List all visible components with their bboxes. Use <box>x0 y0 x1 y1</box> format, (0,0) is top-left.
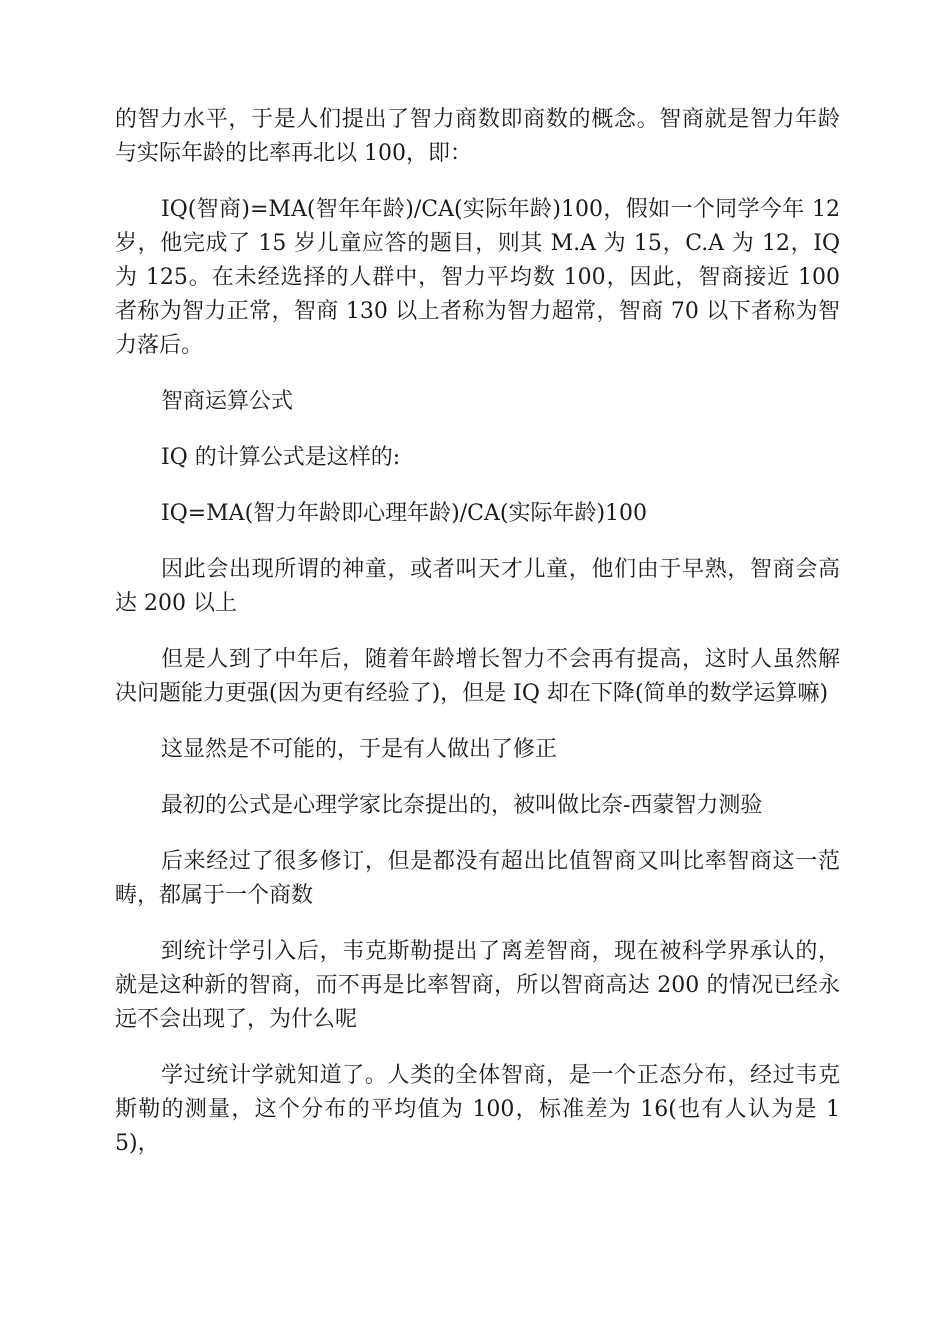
paragraph-formula: IQ=MA(智力年龄即心理年龄)/CA(实际年龄)100 <box>161 501 648 526</box>
paragraph-iq-concept: 的智力水平，于是人们提出了智力商数即商数的概念。智商就是智力年龄与实际年龄的比率再北以 100，即： <box>115 107 840 166</box>
paragraph-formula-intro: IQ 的计算公式是这样的: <box>161 445 401 470</box>
paragraph-deviation-iq: 到统计学引入后，韦克斯勒提出了离差智商，现在被科学界承认的，就是这种新的智商，而不再是比率智商，所以智商高达 200 的情况已经永远不会出现了，为什么呢 <box>115 939 840 1032</box>
document-body <box>115 103 840 1183</box>
paragraph-correction: 这显然是不可能的，于是有人做出了修正 <box>161 737 558 762</box>
section-heading-iq-formula: 智商运算公式 <box>161 389 294 414</box>
paragraph-iq-formula-example: IQ(智商)=MA(智年年龄)/CA(实际年龄)100，假如一个同学今年 12 岁，他完成了 15 岁儿童应答的题目，则其 M.A 为 15，C.A 为 12，IQ 为 125。在未经选择的人群中，智力平均数 100，因此，智商接近 100 者称为智力正常，智商 130 以上者称为智力超常，智商 70 以下者称为智力落后。 <box>115 197 840 358</box>
paragraph-child-prodigy: 因此会出现所谓的神童，或者叫天才儿童，他们由于早熟，智商会高达 200 以上 <box>115 557 840 616</box>
paragraph-normal-distribution: 学过统计学就知道了。人类的全体智商，是一个正态分布，经过韦克斯勒的测量，这个分布的平均值为 100，标准差为 16(也有人认为是 15)， <box>115 1063 841 1156</box>
paragraph-middle-age: 但是人到了中年后，随着年龄增长智力不会再有提高，这时人虽然解决问题能力更强(因为更有经验了)，但是 IQ 却在下降(简单的数学运算嘛) <box>115 647 840 706</box>
paragraph-binet-simon: 最初的公式是心理学家比奈提出的，被叫做比奈-西蒙智力测验 <box>161 793 763 818</box>
paragraph-revisions: 后来经过了很多修订，但是都没有超出比值智商又叫比率智商这一范畴，都属于一个商数 <box>115 849 840 908</box>
